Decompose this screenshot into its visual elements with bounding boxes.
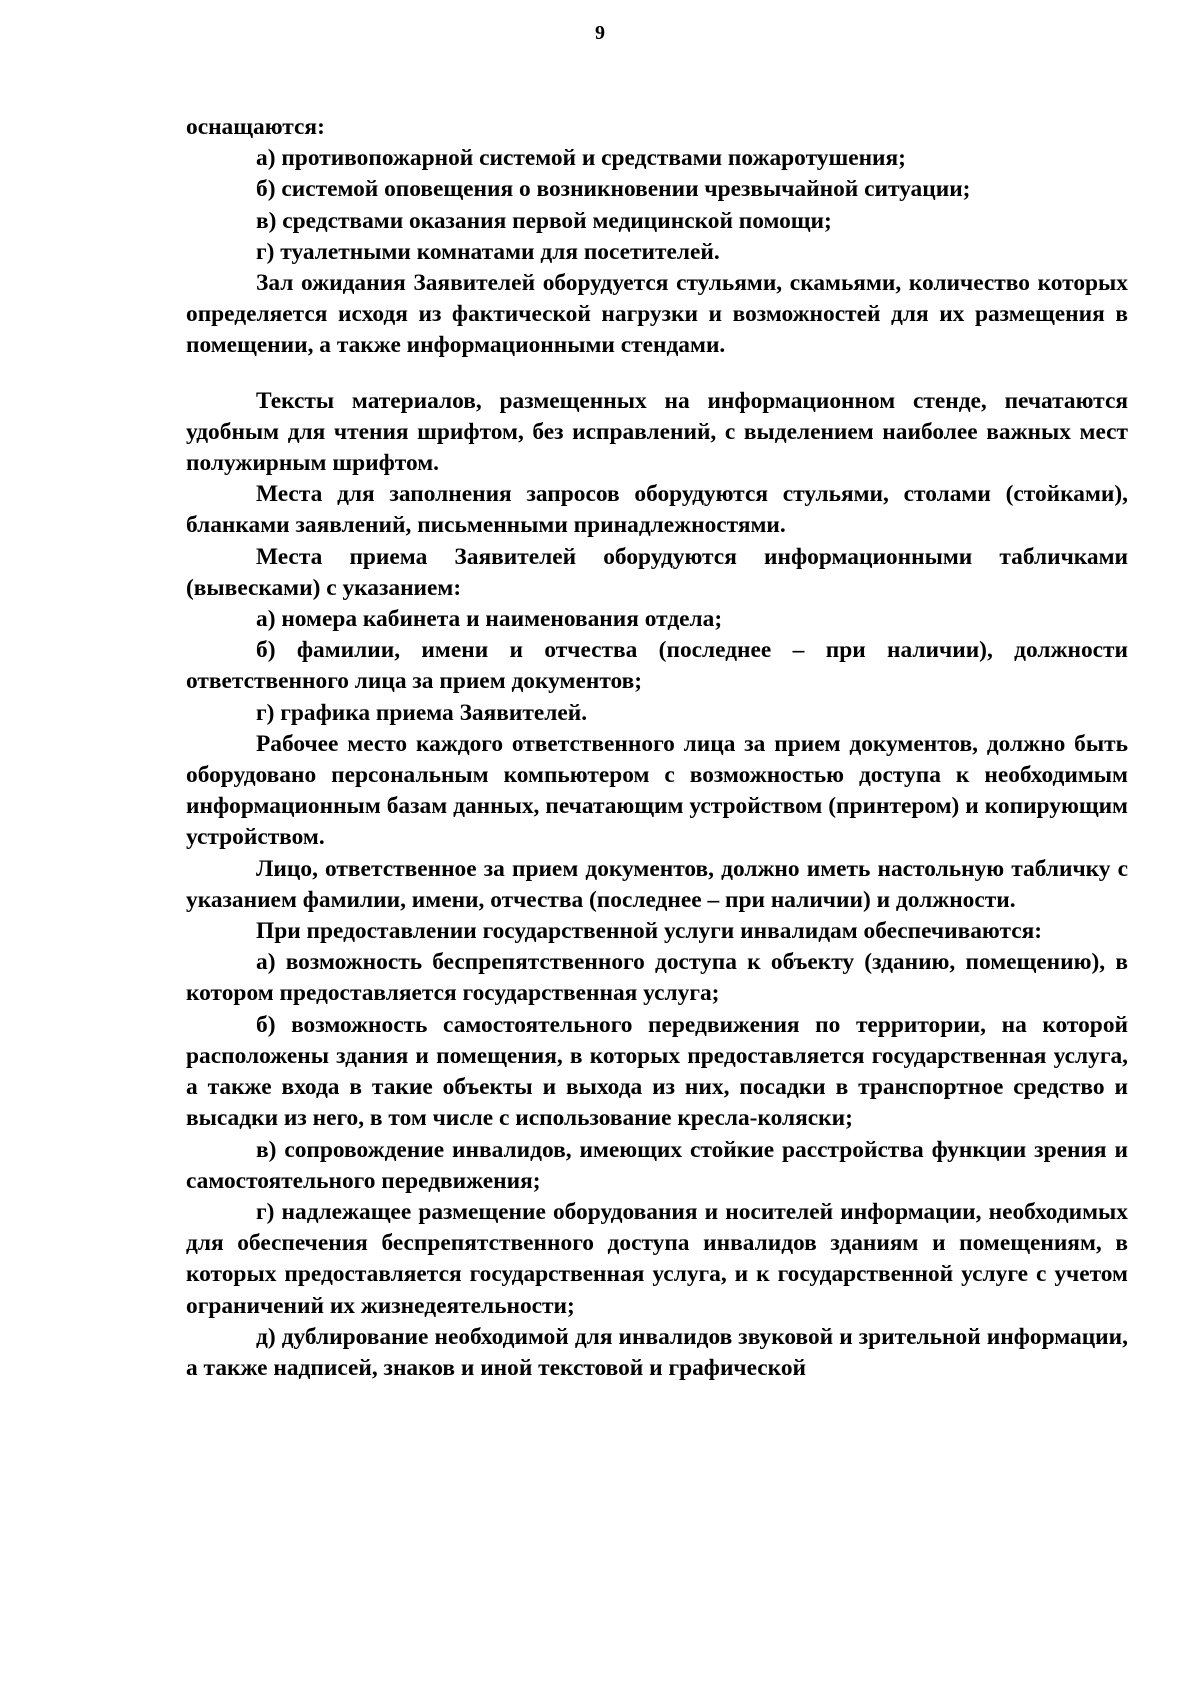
list-item: г) надлежащее размещение оборудования и носителей информации, необходимых для обеспечения беспрепятственного доступа инвалидов зданиям и помещениям, в которых предоставляется государственная услуга, и к государственной услуге с учетом ограничений их жизнедеятельности;: [186, 1198, 1128, 1319]
paragraph: оснащаются:: [186, 114, 325, 140]
document-body: [186, 112, 1128, 1384]
list-item: а) возможность беспрепятственного доступа к объекту (зданию, помещению), в котором предоставляется государственная услуга;: [186, 949, 1128, 1007]
paragraph: При предоставлении государственной услуги инвалидам обеспечиваются:: [256, 918, 1043, 945]
list-item: б) системой оповещения о возникновении чрезвычайной ситуации;: [256, 176, 971, 203]
list-item: а) противопожарной системой и средствами пожаротушения;: [256, 145, 906, 172]
paragraph: Места для заполнения запросов оборудуются стульями, столами (стойками), бланками заявлений, письменными принадлежностями.: [186, 481, 1128, 539]
paragraph: Зал ожидания Заявителей оборудуется стульями, скамьями, количество которых определяется исходя из фактической нагрузки и возможностей для их размещения в помещении, а также информационными стендами.: [186, 270, 1128, 359]
list-item: д) дублирование необходимой для инвалидов звуковой и зрительной информации, а также надписей, знаков и иной текстовой и графической: [186, 1323, 1128, 1381]
list-item: б) фамилии, имени и отчества (последнее – при наличии), должности ответственного лица за прием документов;: [186, 637, 1128, 695]
paragraph: Тексты материалов, размещенных на информационном стенде, печатаются удобным для чтения шрифтом, без исправлений, с выделением наиболее важных мест полужирным шрифтом.: [186, 387, 1128, 477]
paragraph: Рабочее место каждого ответственного лица за прием документов, должно быть оборудовано персональным компьютером с возможностью доступа к необходимым информационным базам данных, печатающим устройством (принтером) и копирующим устройством.: [186, 730, 1128, 851]
page-number: 9: [595, 22, 605, 44]
paragraph: Лицо, ответственное за прием документов, должно иметь настольную табличку с указанием фамилии, имени, отчества (последнее – при наличии) и должности.: [186, 855, 1128, 913]
list-item: г) графика приема Заявителей.: [256, 699, 588, 726]
list-item: а) номера кабинета и наименования отдела;: [256, 606, 723, 633]
list-item: в) сопровождение инвалидов, имеющих стойкие расстройства функции зрения и самостоятельного передвижения;: [186, 1136, 1128, 1194]
paragraph: Места приема Заявителей оборудуются информационными табличками (вывесками) с указанием:: [186, 543, 1128, 601]
list-item: в) средствами оказания первой медицинской помощи;: [256, 207, 832, 234]
list-item: г) туалетными комнатами для посетителей.: [256, 238, 720, 265]
list-item: б) возможность самостоятельного передвижения по территории, на которой расположены здания и помещения, в которых предоставляется государственная услуга, а также входа в такие объекты и выхода из них, посадки в транспортное средство и высадки из него, в том числе с использование кресла-коляски;: [186, 1011, 1128, 1132]
